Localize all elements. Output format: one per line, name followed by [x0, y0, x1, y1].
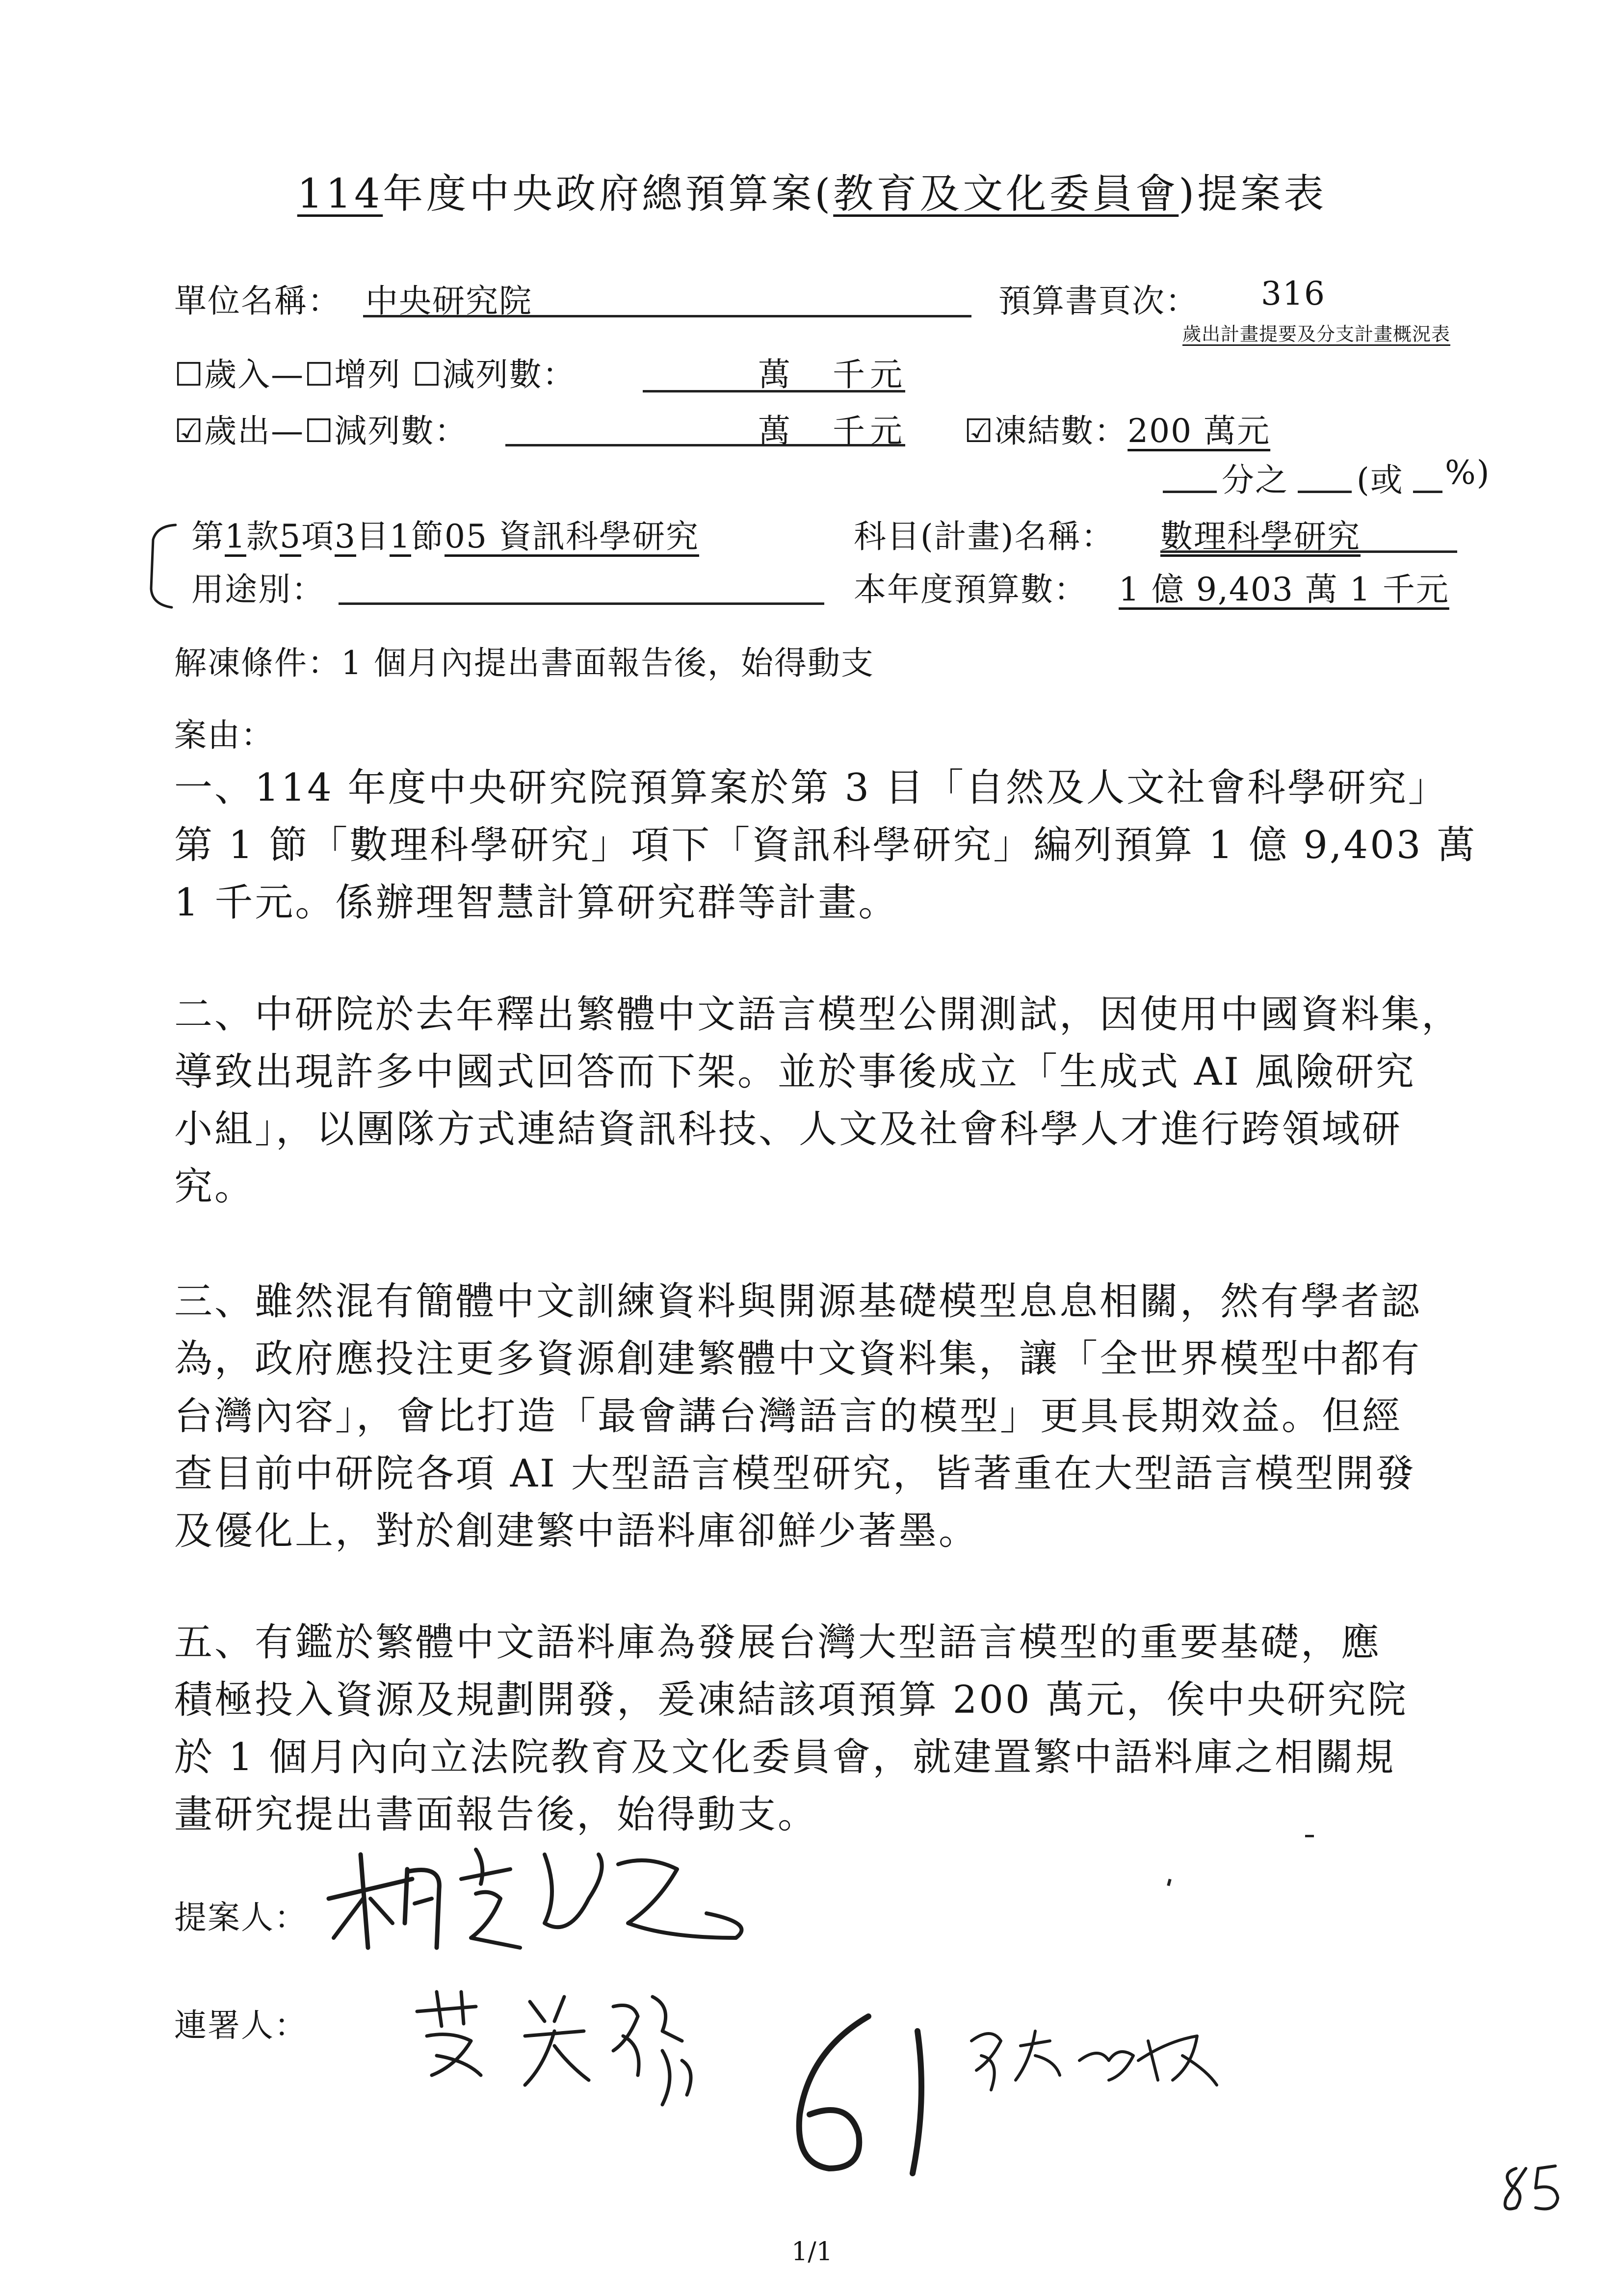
- fraction-pct: %): [1445, 454, 1491, 492]
- item-jie: 1: [390, 518, 411, 555]
- expenditure-checkbox[interactable]: ☑: [174, 412, 205, 450]
- body-line: 為，政府應投注更多資源創建繁體中文資料集，讓「全世界模型中都有: [174, 1337, 1422, 1381]
- body-line: 五、有鑑於繁體中文語料庫為發展台灣大型語言模型的重要基礎，應: [174, 1620, 1382, 1665]
- body-line: 第 1 節「數理科學研究」項下「資訊科學研究」編列預算 1 億 9,403 萬: [174, 823, 1477, 867]
- usage-label: 用途別：: [191, 571, 325, 608]
- revenue-reduce-checkbox[interactable]: ☐: [412, 356, 443, 393]
- corner-mark: [1496, 2159, 1570, 2218]
- body-line: 台灣內容」，會比打造「最會講台灣語言的模型」更具長期效益。但經: [174, 1394, 1403, 1438]
- page-number: 1/1: [791, 2237, 833, 2267]
- fraction-huo: (或: [1357, 461, 1404, 499]
- item-kuan: 1: [225, 518, 246, 555]
- expenditure-reduce-checkbox[interactable]: ☐: [304, 412, 335, 450]
- usage-underline: [339, 602, 824, 605]
- revenue-reduce-label: 減列數：: [442, 356, 576, 393]
- title-post: )提案表: [1179, 171, 1327, 217]
- item-xiang-label: 項: [301, 518, 335, 555]
- cosigner-signature-2: [962, 2011, 1236, 2110]
- proposer-label: 提案人：: [174, 1899, 308, 1936]
- freeze-label: 凍結數：: [994, 412, 1128, 450]
- reason-label: 案由：: [174, 716, 274, 754]
- fraction-blank-1: [1163, 491, 1217, 493]
- expenditure-row: [174, 405, 468, 451]
- item-xiang: 5: [280, 518, 301, 555]
- body-line: 查目前中研院各項 AI 大型語言模型研究，皆著重在大型語言模型開發: [174, 1452, 1416, 1496]
- title-pre: 年度中央政府總預算案(: [383, 171, 834, 217]
- title-committee: 教育及文化委員會: [833, 171, 1179, 217]
- expenditure-label: 歲出—: [204, 412, 305, 450]
- stray-mark: [1305, 1835, 1314, 1837]
- revenue-add-checkbox[interactable]: ☐: [304, 356, 335, 393]
- title-year: 114: [297, 171, 383, 217]
- subject-underline: [1160, 550, 1457, 553]
- revenue-checkbox[interactable]: ☐: [174, 356, 205, 393]
- expenditure-reduce-label: 減列數：: [334, 412, 468, 450]
- subject-value: 數理科學研究: [1160, 518, 1361, 555]
- unit-name-label: 單位名稱：: [174, 282, 341, 320]
- revenue-unit: 萬 千元: [758, 356, 907, 393]
- body-line: 小組」，以團隊方式連結資訊科技、人文及社會科學人才進行跨領域研: [174, 1107, 1403, 1151]
- freeze-row: [964, 405, 1270, 451]
- annual-budget-label: 本年度預算數：: [854, 571, 1087, 608]
- revenue-label: 歲入—: [204, 356, 305, 393]
- revenue-add-label: 增列: [334, 356, 401, 393]
- item-mu: 3: [335, 518, 356, 555]
- unit-name-value: 中央研究院: [366, 282, 532, 320]
- unit-name-underline: [363, 315, 971, 317]
- annual-budget-value: 1 億 9,403 萬 1 千元: [1119, 571, 1449, 608]
- cosigner-label: 連署人：: [174, 2007, 308, 2044]
- freeze-value: 200 萬元: [1127, 412, 1271, 450]
- item-code: 05 資訊科學研究: [445, 518, 699, 555]
- budget-page-subtitle: 歲出計畫提要及分支計畫概況表: [1182, 323, 1451, 345]
- body-line: 究。: [174, 1165, 255, 1209]
- body-line: 及優化上，對於創建繁中語料庫卻鮮少著墨。: [174, 1509, 979, 1553]
- fraction-fen: 分之: [1222, 461, 1288, 499]
- item-jie-label: 節: [411, 518, 445, 555]
- proposer-signature: [314, 1825, 785, 1972]
- body-line: 導致出現許多中國式回答而下架。並於事後成立「生成式 AI 風險研究: [174, 1050, 1416, 1094]
- body-line: 一、114 年度中央研究院預算案於第 3 目「自然及人文社會科學研究」: [174, 766, 1448, 810]
- body-line: 於 1 個月內向立法院教育及文化委員會，就建置繁中語料庫之相關規: [174, 1735, 1396, 1779]
- unfreeze-condition: 解凍條件：1 個月內提出書面報告後，始得動支: [174, 644, 874, 682]
- item-mu-label: 目: [356, 518, 390, 555]
- item-kuan-label: 款: [246, 518, 280, 555]
- fraction-blank-3: [1413, 491, 1442, 493]
- budget-page-label: 預算書頁次：: [998, 282, 1199, 320]
- item-row: [191, 510, 699, 557]
- freeze-checkbox[interactable]: ☑: [964, 412, 995, 450]
- body-line: 畫研究提出書面報告後，始得動支。: [174, 1793, 818, 1837]
- cosigner-signature-1: [407, 1977, 760, 2124]
- item-bracket-icon: [147, 520, 177, 611]
- body-line: 二、中研院於去年釋出繁體中文語言模型公開測試，因使用中國資料集，: [174, 992, 1462, 1037]
- document-title: [0, 162, 1624, 219]
- budget-page-value: 316: [1261, 275, 1326, 313]
- expenditure-unit: 萬 千元: [758, 412, 907, 450]
- stray-mark: [1167, 1879, 1171, 1886]
- subject-label: 科目(計畫)名稱：: [854, 518, 1115, 555]
- body-line: 1 千元。係辦理智慧計算研究群等計畫。: [174, 881, 899, 925]
- handwritten-number: [765, 2002, 971, 2208]
- revenue-row: [174, 348, 576, 395]
- body-line: 積極投入資源及規劃開發，爰凍結該項預算 200 萬元，俟中央研究院: [174, 1678, 1408, 1722]
- body-line: 三、雖然混有簡體中文訓練資料與開源基礎模型息息相關，然有學者認: [174, 1279, 1422, 1324]
- item-di: 第: [191, 518, 225, 555]
- fraction-blank-2: [1298, 491, 1352, 493]
